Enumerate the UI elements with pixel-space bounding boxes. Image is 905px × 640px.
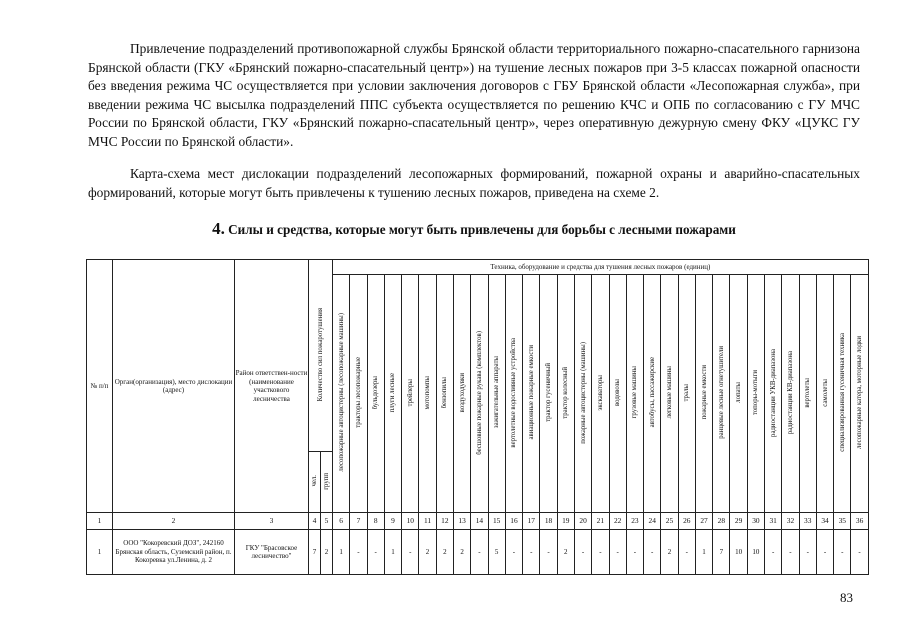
header-tech-col: ранцевые лесные огнетушители: [713, 275, 730, 513]
header-district: Район ответствен-ности (наименование участкового лесничества: [235, 260, 309, 513]
column-number: 20: [574, 513, 591, 530]
header-tech-col: топоры-мотыги: [747, 275, 764, 513]
column-number: 4: [309, 513, 321, 530]
column-number: 25: [661, 513, 678, 530]
column-number: 26: [678, 513, 695, 530]
header-tech-col: бульдозеры: [367, 275, 384, 513]
column-number: 5: [321, 513, 333, 530]
header-tech-col: специализированная гусеничная техника: [834, 275, 851, 513]
table-cell: 1: [695, 530, 712, 575]
column-number: 24: [644, 513, 661, 530]
column-number: 34: [816, 513, 833, 530]
header-people: чел.: [309, 452, 321, 513]
table-cell: -: [851, 530, 868, 575]
table-cell: -: [626, 530, 643, 575]
table-cell: 7: [309, 530, 321, 575]
column-number: 21: [592, 513, 609, 530]
table-cell: -: [471, 530, 488, 575]
header-tech-col: вертолеты: [799, 275, 816, 513]
column-number: 7: [350, 513, 367, 530]
header-tech-col: вертолетные водосливные устройства: [505, 275, 522, 513]
table-cell: 1: [87, 530, 113, 575]
header-groups: групп: [321, 452, 333, 513]
column-number: 33: [799, 513, 816, 530]
paragraph-map-reference: Карта-схема мест дислокации подразделений лесопожарных формирований, пожарной охраны и аварийно-спасательных формирований, которые могут быть привлечены к тушению лесных пожаров, приведена на схеме 2.: [88, 166, 860, 200]
column-number: 6: [333, 513, 350, 530]
table-cell: 2: [436, 530, 453, 575]
table-cell: -: [678, 530, 695, 575]
header-tech-col: радиостанции КВ-диапазона: [782, 275, 799, 513]
forces-table: [86, 259, 869, 575]
header-tech-col: бесшовные пожарные рукава (комплектов): [471, 275, 488, 513]
header-tech-col: легковые машины: [661, 275, 678, 513]
column-number: 29: [730, 513, 747, 530]
header-tech-col: грузовые машины: [626, 275, 643, 513]
header-tech-col: плуги лесные: [384, 275, 401, 513]
table-cell: -: [834, 530, 851, 575]
column-number: 11: [419, 513, 436, 530]
table-cell: -: [816, 530, 833, 575]
header-no: № п/п: [87, 260, 113, 513]
column-number: 17: [523, 513, 540, 530]
table-cell: ГКУ "Брасовское лесничество": [235, 530, 309, 575]
table-cell: ООО "Кокоревский ДОЗ", 242160 Брянская область, Суземский район, п. Кокоревка ул.Ленина, д. 2: [113, 530, 235, 575]
section-heading: [88, 219, 860, 239]
column-number: 23: [626, 513, 643, 530]
paragraph-intro: Привлечение подразделений противопожарной службы Брянской области территориального пожарно-спасательного гарнизона Брянской области (ГКУ «Брянский пожарно-спасательный центр») на тушение лесных пожаров при 3-5 классах пожарной опасности без введения режима ЧС осуществляется при условии заключения договоров с ГБУ Брянской области «Лесопожарная служба», при введении режима ЧС высылка подразделений ППС субъекта осуществляется по решению КЧС и ОПБ по согласованию с ГУ МЧС России по Брянской области, ГКУ «Брянский пожарно-спасательный центр», через оперативную дежурную смену ФКУ «ЦУКС ГУ МЧС России по Брянской области».: [88, 41, 860, 149]
column-number: 15: [488, 513, 505, 530]
table-cell: -: [367, 530, 384, 575]
column-number: 13: [453, 513, 470, 530]
table-cell: -: [782, 530, 799, 575]
header-tech-col: трейлеры: [402, 275, 419, 513]
column-number: 2: [113, 513, 235, 530]
section-number: 4.: [212, 219, 225, 238]
header-tech-col: тралы: [678, 275, 695, 513]
table-cell: -: [644, 530, 661, 575]
table-cell: -: [350, 530, 367, 575]
table-cell: 1: [333, 530, 350, 575]
column-number: 1: [87, 513, 113, 530]
header-forces-count: Количество сил пожаротушения: [309, 260, 333, 452]
table-cell: 2: [321, 530, 333, 575]
table-cell: 5: [488, 530, 505, 575]
table-cell: 2: [661, 530, 678, 575]
header-tech-col: пожарные автоцистерны (машины): [574, 275, 591, 513]
header-org: Орган(организация), место дислокации (адрес): [113, 260, 235, 513]
header-tech-col: экскаваторы: [592, 275, 609, 513]
column-number: 22: [609, 513, 626, 530]
column-number: 16: [505, 513, 522, 530]
header-tech-col: лесопожарные автоцистерны (лесопожарные машины): [333, 275, 350, 513]
section-title: Силы и средства, которые могут быть привлечены для борьбы с лесными пожарами: [224, 222, 736, 237]
column-number: 10: [402, 513, 419, 530]
column-number: 18: [540, 513, 557, 530]
table-cell: -: [540, 530, 557, 575]
column-number: 35: [834, 513, 851, 530]
header-tech-col: тракторы лесопожарные: [350, 275, 367, 513]
table-cell: 10: [730, 530, 747, 575]
header-tech-col: мотопомпы: [419, 275, 436, 513]
page-number: 83: [840, 590, 853, 605]
table-cell: 10: [747, 530, 764, 575]
column-number: 19: [557, 513, 574, 530]
column-number: 32: [782, 513, 799, 530]
header-tech-col: воздуходувки: [453, 275, 470, 513]
table-cell: 2: [453, 530, 470, 575]
header-tech-col: трактор гусеничный: [540, 275, 557, 513]
header-tech-col: трактор колесный: [557, 275, 574, 513]
table-cell: -: [799, 530, 816, 575]
column-number: 14: [471, 513, 488, 530]
header-tech-col: авиационные пожарные емкости: [523, 275, 540, 513]
header-tech-col: самолеты: [816, 275, 833, 513]
header-tech-col: водовозы: [609, 275, 626, 513]
header-tech-col: зажигательные аппараты: [488, 275, 505, 513]
column-number: 30: [747, 513, 764, 530]
column-number: 36: [851, 513, 868, 530]
header-tech-col: радиостанции УКВ-диапазона: [765, 275, 782, 513]
header-tech-col: пожарные емкости: [695, 275, 712, 513]
table-cell: -: [505, 530, 522, 575]
table-cell: 7: [713, 530, 730, 575]
table-cell: -: [402, 530, 419, 575]
table-cell: -: [592, 530, 609, 575]
table-cell: -: [574, 530, 591, 575]
table-cell: -: [765, 530, 782, 575]
table-cell: 1: [384, 530, 401, 575]
header-tech-col: лесопожарные катера, моторные лодки: [851, 275, 868, 513]
column-number: 27: [695, 513, 712, 530]
column-number: 8: [367, 513, 384, 530]
column-number: 31: [765, 513, 782, 530]
table-cell: -: [609, 530, 626, 575]
column-number: 3: [235, 513, 309, 530]
header-tech-col: бензопилы: [436, 275, 453, 513]
header-tech: Техника, оборудование и средства для тушения лесных пожаров (единиц): [333, 260, 869, 275]
header-tech-col: автобусы, пассажирские: [644, 275, 661, 513]
header-tech-col: лопаты: [730, 275, 747, 513]
table-cell: -: [523, 530, 540, 575]
column-number: 9: [384, 513, 401, 530]
column-number: 28: [713, 513, 730, 530]
table-cell: 2: [557, 530, 574, 575]
table-cell: 2: [419, 530, 436, 575]
column-number: 12: [436, 513, 453, 530]
